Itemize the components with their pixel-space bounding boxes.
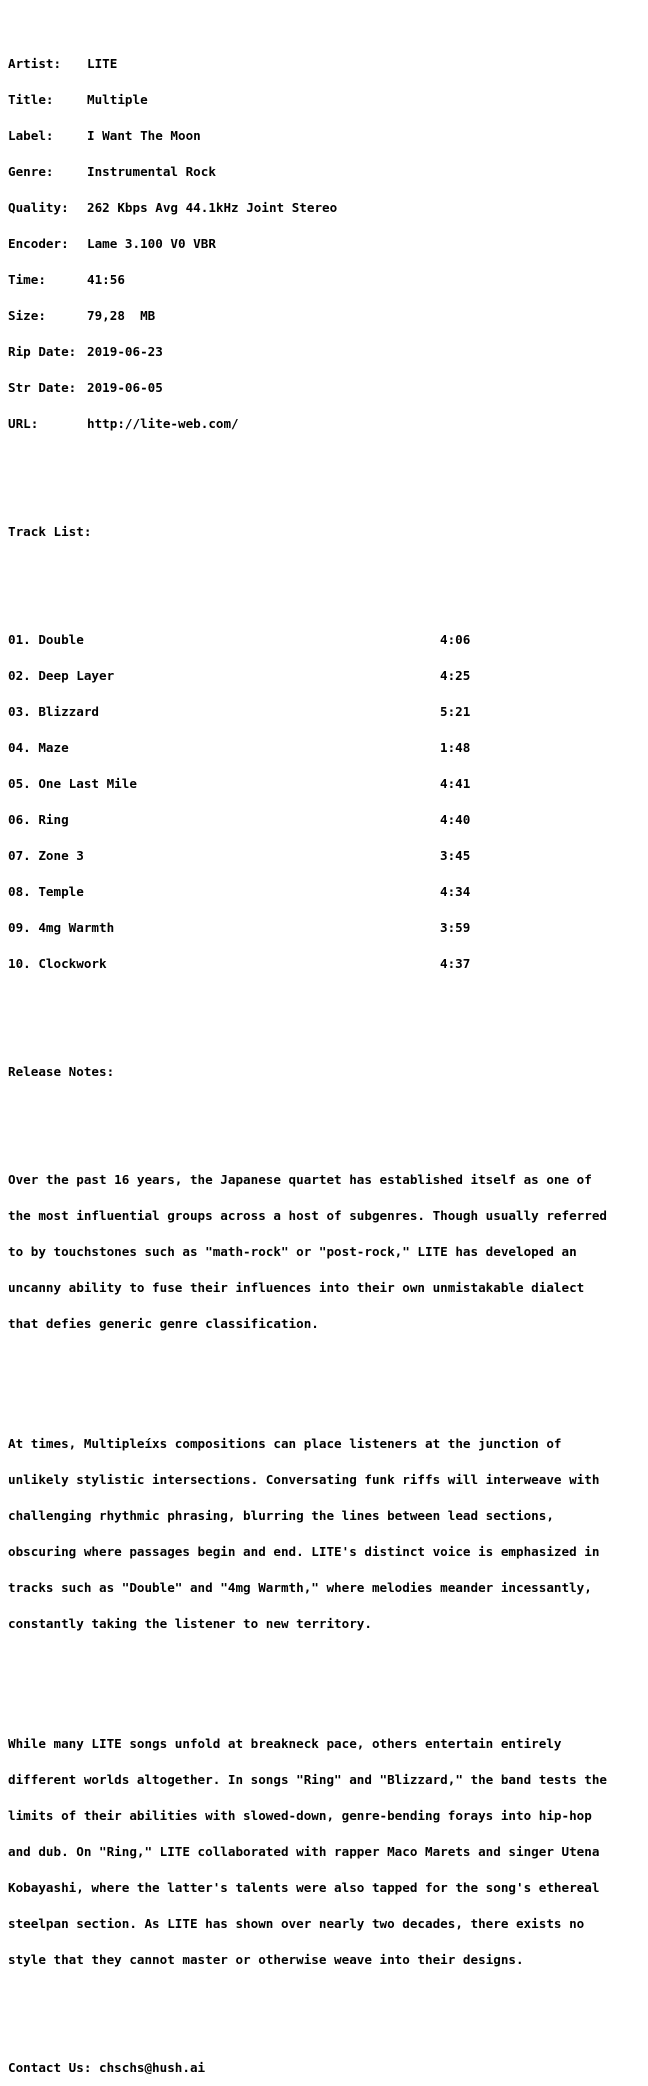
paragraph-line: to by touchstones such as "math-rock" or "post-rock," LITE has developed an bbox=[8, 1244, 577, 1259]
info-line-encoder bbox=[8, 238, 642, 250]
paragraph-line: obscuring where passages begin and end. LITE's distinct voice is emphasized in bbox=[8, 1544, 600, 1559]
info-line-size bbox=[8, 310, 642, 322]
info-block bbox=[8, 34, 642, 454]
info-line-url bbox=[8, 418, 642, 430]
track-row bbox=[8, 958, 642, 970]
info-key: Encoder: bbox=[8, 236, 69, 251]
paragraph-line: limits of their abilities with slowed-down, genre-bending forays into hip-hop bbox=[8, 1808, 592, 1823]
track-title: 08. Temple bbox=[8, 884, 84, 899]
paragraph-line: steelpan section. As LITE has shown over nearly two decades, there exists no bbox=[8, 1916, 585, 1931]
info-value: 41:56 bbox=[87, 272, 125, 287]
blank-line bbox=[8, 1102, 642, 1114]
track-row bbox=[8, 742, 642, 754]
track-row bbox=[8, 634, 642, 646]
info-line-time bbox=[8, 274, 642, 286]
info-value: LITE bbox=[87, 56, 118, 71]
track-time: 3:59 bbox=[440, 920, 471, 935]
track-list bbox=[8, 610, 642, 994]
track-time: 4:06 bbox=[440, 632, 471, 647]
paragraph-line: tracks such as "Double" and "4mg Warmth," where melodies meander incessantly, bbox=[8, 1580, 592, 1595]
release-notes-heading: Release Notes: bbox=[8, 1064, 115, 1079]
blank-line bbox=[8, 2026, 642, 2038]
info-value-url: http://lite-web.com/ bbox=[87, 416, 239, 431]
track-time: 4:40 bbox=[440, 812, 471, 827]
track-list-heading: Track List: bbox=[8, 524, 92, 539]
info-line-str-date bbox=[8, 382, 642, 394]
blank-line bbox=[8, 562, 642, 574]
paragraph-line: While many LITE songs unfold at breakneck pace, others entertain entirely bbox=[8, 1736, 562, 1751]
track-time: 4:25 bbox=[440, 668, 471, 683]
track-title: 03. Blizzard bbox=[8, 704, 99, 719]
track-time: 1:48 bbox=[440, 740, 471, 755]
track-title: 07. Zone 3 bbox=[8, 848, 84, 863]
blank-line bbox=[8, 1678, 642, 1690]
info-key: Time: bbox=[8, 272, 46, 287]
track-row bbox=[8, 706, 642, 718]
paragraph-line: Over the past 16 years, the Japanese quartet has established itself as one of bbox=[8, 1172, 592, 1187]
track-row bbox=[8, 778, 642, 790]
info-value: 2019-06-05 bbox=[87, 380, 163, 395]
info-key: Genre: bbox=[8, 164, 54, 179]
info-line-rip-date bbox=[8, 346, 642, 358]
track-row bbox=[8, 670, 642, 682]
release-notes-paragraph-1 bbox=[8, 1150, 642, 1354]
info-key: Title: bbox=[8, 92, 54, 107]
info-value: Multiple bbox=[87, 92, 148, 107]
paragraph-line: Kobayashi, where the latter's talents were also tapped for the song's ethereal bbox=[8, 1880, 600, 1895]
info-line-artist bbox=[8, 58, 642, 70]
info-line-quality bbox=[8, 202, 642, 214]
track-time: 4:41 bbox=[440, 776, 471, 791]
info-line-label bbox=[8, 130, 642, 142]
paragraph-line: that defies generic genre classification. bbox=[8, 1316, 319, 1331]
paragraph-line: unlikely stylistic intersections. Conversating funk riffs will interweave with bbox=[8, 1472, 600, 1487]
info-value: 79,28 MB bbox=[87, 308, 156, 323]
paragraph-line: style that they cannot master or otherwise weave into their designs. bbox=[8, 1952, 524, 1967]
info-value: 262 Kbps Avg 44.1kHz Joint Stereo bbox=[87, 200, 338, 215]
blank-line bbox=[8, 1030, 642, 1042]
paragraph-line: At times, Multipleíxs compositions can place listeners at the junction of bbox=[8, 1436, 562, 1451]
info-value: Lame 3.100 V0 VBR bbox=[87, 236, 216, 251]
release-notes-paragraph-2 bbox=[8, 1414, 642, 1654]
track-time: 5:21 bbox=[440, 704, 471, 719]
release-notes-paragraph-3 bbox=[8, 1714, 642, 1990]
info-line-title bbox=[8, 94, 642, 106]
track-title: 05. One Last Mile bbox=[8, 776, 137, 791]
nfo-document bbox=[8, 10, 642, 2086]
paragraph-line: challenging rhythmic phrasing, blurring the lines between lead sections, bbox=[8, 1508, 554, 1523]
track-title: 10. Clockwork bbox=[8, 956, 107, 971]
track-title: 09. 4mg Warmth bbox=[8, 920, 115, 935]
info-value: I Want The Moon bbox=[87, 128, 201, 143]
info-key: Label: bbox=[8, 128, 54, 143]
paragraph-line: different worlds altogether. In songs "Ring" and "Blizzard," the band tests the bbox=[8, 1772, 607, 1787]
paragraph-line: constantly taking the listener to new territory. bbox=[8, 1616, 372, 1631]
info-line-genre bbox=[8, 166, 642, 178]
info-key: Str Date: bbox=[8, 380, 77, 395]
track-row bbox=[8, 886, 642, 898]
blank-line bbox=[8, 1378, 642, 1390]
track-time: 4:37 bbox=[440, 956, 471, 971]
info-key: Quality: bbox=[8, 200, 69, 215]
blank-line bbox=[8, 490, 642, 502]
info-value: 2019-06-23 bbox=[87, 344, 163, 359]
paragraph-line: and dub. On "Ring," LITE collaborated with rapper Maco Marets and singer Utena bbox=[8, 1844, 600, 1859]
info-key: Rip Date: bbox=[8, 344, 77, 359]
track-row bbox=[8, 814, 642, 826]
contact-line: Contact Us: chschs@hush.ai bbox=[8, 2060, 206, 2075]
track-title: 01. Double bbox=[8, 632, 84, 647]
info-value: Instrumental Rock bbox=[87, 164, 216, 179]
track-row bbox=[8, 850, 642, 862]
track-time: 3:45 bbox=[440, 848, 471, 863]
track-title: 04. Maze bbox=[8, 740, 69, 755]
track-row bbox=[8, 922, 642, 934]
info-key: URL: bbox=[8, 416, 39, 431]
track-time: 4:34 bbox=[440, 884, 471, 899]
track-title: 06. Ring bbox=[8, 812, 69, 827]
paragraph-line: uncanny ability to fuse their influences into their own unmistakable dialect bbox=[8, 1280, 585, 1295]
info-key: Size: bbox=[8, 308, 46, 323]
track-title: 02. Deep Layer bbox=[8, 668, 115, 683]
paragraph-line: the most influential groups across a host of subgenres. Though usually referred bbox=[8, 1208, 607, 1223]
info-key: Artist: bbox=[8, 56, 62, 71]
